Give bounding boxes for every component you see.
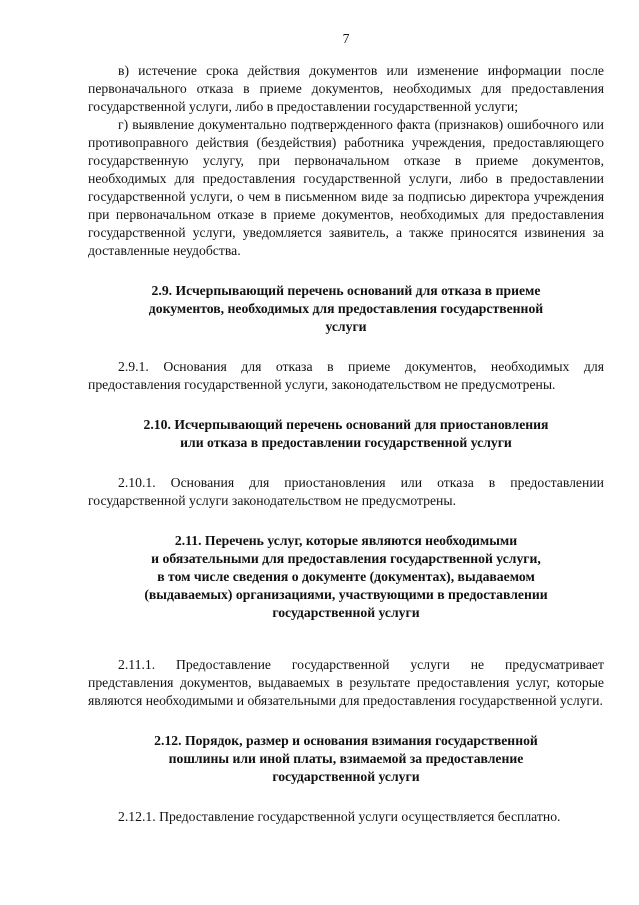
heading-line: (выдаваемых) организациями, участвующими в предоставлении [144, 587, 548, 602]
paragraph-2-9-1: 2.9.1. Основания для отказа в приеме документов, необходимых для предоставления государственной услуги, законодательством не предусмотрены. [88, 359, 604, 392]
heading-line: услуги [325, 319, 367, 334]
section-heading-2-10 [88, 416, 604, 452]
heading-line: пошлины или иной платы, взимаемой за предоставление [168, 751, 524, 766]
section-heading-2-12 [88, 732, 604, 786]
section-heading-2-9 [88, 282, 604, 336]
heading-line: в том числе сведения о документе (документах), выдаваемом [157, 569, 535, 584]
heading-line: 2.12. Порядок, размер и основания взимания государственной [154, 733, 538, 748]
heading-line: 2.10. Исчерпывающий перечень оснований для приостановления [143, 417, 549, 432]
heading-line: 2.11. Перечень услуг, которые являются необходимыми [174, 533, 518, 548]
heading-line: государственной услуги [272, 605, 420, 620]
paragraph-item-v: в) истечение срока действия документов или изменение информации после первоначального отказа в приеме документов, необходимых для предоставления государственной услуги, либо в предоставлении государственной услуги; [88, 63, 604, 114]
page-number: 7 [342, 31, 350, 46]
paragraph-2-10-1: 2.10.1. Основания для приостановления или отказа в предоставлении государственной услуги законодательством не предусмотрены. [88, 475, 604, 508]
heading-line: государственной услуги [272, 769, 420, 784]
paragraph-2-11-1: 2.11.1. Предоставление государственной услуги не предусматривает представления документов, выдаваемых в результате предоставления услуг, которые являются необходимыми и обязательными для предоставления государственной услуги. [88, 657, 604, 708]
section-heading-2-11 [88, 532, 604, 622]
heading-line: документов, необходимых для предоставления государственной [148, 301, 544, 316]
paragraph-2-12-1: 2.12.1. Предоставление государственной услуги осуществляется бесплатно. [118, 809, 561, 824]
heading-line: 2.9. Исчерпывающий перечень оснований для отказа в приеме [151, 283, 541, 298]
heading-line: и обязательными для предоставления государственной услуги, [151, 551, 541, 566]
document-page [88, 30, 604, 826]
paragraph-item-g: г) выявление документально подтвержденного факта (признаков) ошибочного или противоправного действия (бездействия) работника учреждения, предоставляющего государственную услугу, при первоначальном отказе в приеме документов, необходимых для предоставления государственной услуги, либо в предоставлении государственной услуги, о чем в письменном виде за подписью директора учреждения при первоначальном отказе в приеме документов, необходимых для предоставления государственной услуги, уведомляется заявитель, а также приносятся извинения за доставленные неудобства. [88, 117, 604, 258]
heading-line: или отказа в предоставлении государственной услуги [180, 435, 512, 450]
